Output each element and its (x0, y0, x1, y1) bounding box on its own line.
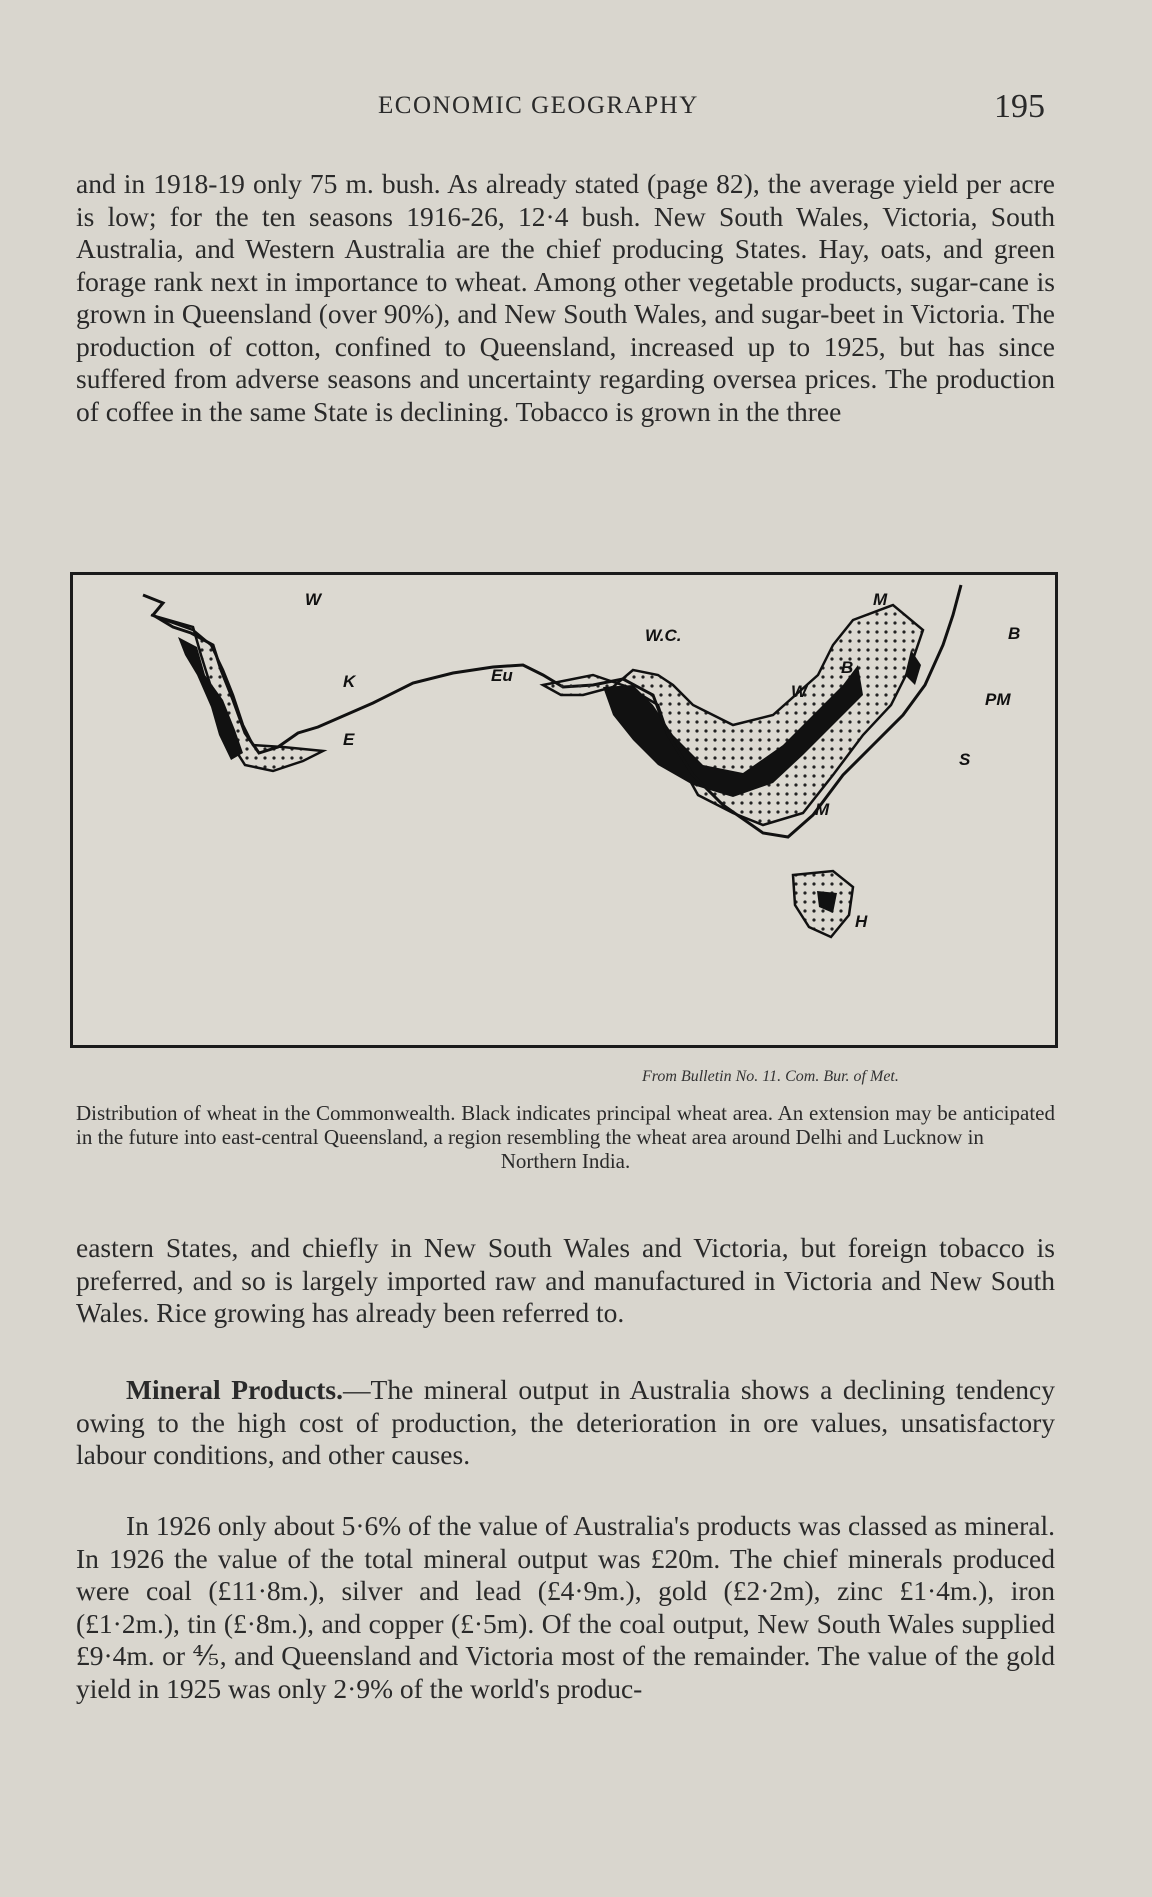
page-header (0, 88, 1152, 132)
map-label-b-coast: B (1008, 624, 1021, 643)
figure-caption (76, 1101, 1055, 1173)
minerals-text: —The mineral output in Australia shows a declining tendency owing to the high cost of production, the deterioration in ore values, unsatisfactory labour conditions, and other causes. (76, 1374, 1055, 1470)
body-paragraph-minerals (76, 1374, 1055, 1472)
map-label-w-west: W (305, 590, 322, 609)
map-label-e: E (343, 730, 355, 749)
map-label-m-melb: M (815, 800, 830, 819)
map-label-h: H (855, 912, 868, 931)
wheat-distribution-map (70, 572, 1058, 1048)
figure-caption-last: Northern India. (500, 1149, 631, 1173)
page-number: 195 (994, 88, 1045, 125)
map-label-k: K (343, 672, 356, 691)
map-label-w-inland: W (791, 682, 808, 701)
map-label-m-north: M (873, 590, 888, 609)
body-paragraph-wheat: and in 1918-19 only 75 m. bush. As already stated (page 82), the average yield per acre is low; for the ten seasons 1916-26, 12·4 bush. New South Wales, Victoria, South Australia, and Western Australia are the chief producing States. Hay, oats, and green forage rank next in importance to wheat. Among other vegetable products, sugar-cane is grown in Queensland (over 90%), and New South Wales, and sugar-beet in Victoria. The production of cotton, confined to Queensland, increased up to 1925, but has since suffered from adverse seasons and uncertainty regarding oversea prices. The production of coffee in the same State is declining. Tobacco is grown in the three (76, 168, 1055, 427)
figure-caption-main: Distribution of wheat in the Commonwealth. Black indicates principal wheat area. An extension may be anticipated in the future into east-central Queensland, a region resembling the wheat area around Delhi and Lucknow in (76, 1101, 1055, 1149)
map-label-pm: PM (985, 690, 1011, 709)
body-paragraph-tobacco: eastern States, and chiefly in New South Wales and Victoria, but foreign tobacco is preferred, and so is largely imported raw and manufactured in Victoria and New South Wales. Rice growing has already been referred to. (76, 1232, 1055, 1328)
map-drawing (73, 575, 1055, 1045)
map-label-s: S (959, 750, 971, 769)
map-label-wc: W.C. (645, 626, 682, 645)
map-label-b-inland: B (841, 658, 854, 677)
running-head: ECONOMIC GEOGRAPHY (378, 92, 699, 119)
section-heading-mineral-products: Mineral Products. (126, 1374, 344, 1405)
map-label-eu: Eu (491, 666, 513, 685)
body-paragraph-mineral-output: In 1926 only about 5·6% of the value of Australia's products was classed as mineral. In 1926 the value of the total mineral output was £20m. The chief minerals produced were coal (£11·8m.), silver and lead (£4·9m.), gold (£2·2m), zinc £1·4m.), iron (£1·2m.), tin (£·8m.), and copper (£·5m). Of the coal output, New South Wales supplied £9·4m. or ⅘, and Queensland and Victoria most of the remainder. The value of the gold yield in 1925 was only 2·9% of the world's produc- (76, 1510, 1055, 1704)
figure-credit: From Bulletin No. 11. Com. Bur. of Met. (642, 1068, 899, 1085)
